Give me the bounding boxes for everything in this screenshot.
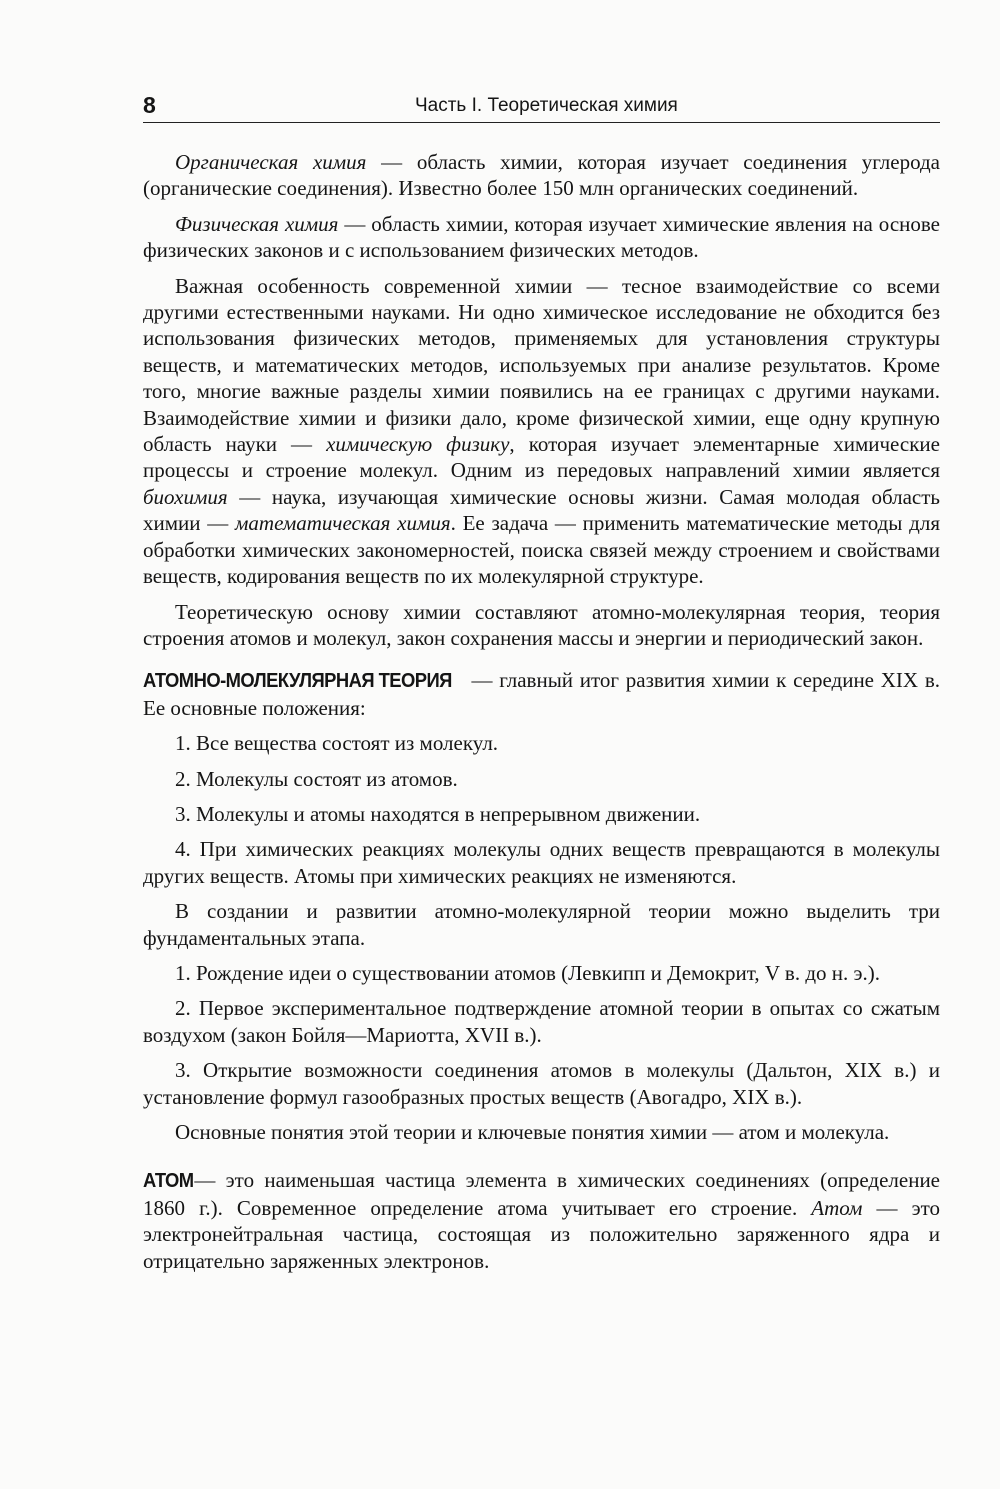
list-item-position-2: 2. Молекулы состоят из атомов. bbox=[175, 766, 458, 791]
paragraph-atom-definition bbox=[143, 1167, 940, 1274]
list-item-stage-3: 3. Открытие возможности соединения атомов в молекулы (Дальтон, XIX в.) и установление формул газообразных простых веществ (Авогадро, XIX в.). bbox=[143, 1058, 940, 1109]
page-header bbox=[143, 94, 940, 123]
list-item-position-1: 1. Все вещества состоят из молекул. bbox=[175, 731, 499, 756]
text-atom-definition-1: — это наименьшая частица элемента в химических соединениях (определение 1860 г.). Современное определение атома учитывает его строение. bbox=[143, 1168, 940, 1220]
list-item-stage-1: 1. Рождение идеи о существовании атомов (Левкипп и Демокрит, V в. до н. э.). bbox=[175, 960, 881, 985]
term-mathematical-chemistry: математическая химия bbox=[235, 511, 451, 536]
text-organic-definition: — область химии, которая изучает соединения углерода (органические соединения). Известно более 150 млн органических соединений. bbox=[143, 150, 940, 201]
running-title: Часть I. Теоретическая химия bbox=[415, 95, 678, 116]
text-feature-2: , которая изучает элементарные химические процессы и строение молекул. Одним из передовых направлений химии является bbox=[143, 432, 940, 483]
list-item-position-4: 4. При химических реакциях молекулы одних веществ превращаются в молекулы других веществ. Атомы при химических реакциях не изменяются. bbox=[143, 837, 940, 888]
term-biochemistry: биохимия bbox=[143, 484, 228, 509]
text-amt-definition: — главный итог развития химии к середине XIX в. Ее основные положения: bbox=[143, 668, 940, 720]
text-atom-definition-2: — это электронейтральная частица, состоящая из положительно заряженного ядра и отрицательно заряженных электронов. bbox=[143, 1195, 940, 1273]
text-feature-4: . Ее задача — применить математические методы для обработки химических закономерностей, поиска связей между строением и свойствами веществ, кодирования веществ по их молекулярной структуре. bbox=[143, 511, 940, 589]
text-physical-definition: — область химии, которая изучает химические явления на основе физических законов и с использованием физических методов. bbox=[143, 211, 940, 263]
list-item-stage-2: 2. Первое экспериментальное подтверждение атомной теории в опытах со сжатым воздухом (закон Бойля—Мариотта, XVII в.). bbox=[143, 996, 940, 1047]
text-feature-3: — наука, изучающая химические основы жизни. Самая молодая область химии — bbox=[143, 484, 940, 536]
paragraph-theory-basis: Теоретическую основу химии составляют атомно-молекулярная теория, теория строения атомов и молекул, закон сохранения массы и энергии и периодический закон. bbox=[143, 599, 940, 650]
paragraph-amt-closing: Основные понятия этой теории и ключевые понятия химии — атом и молекула. bbox=[175, 1120, 890, 1144]
paragraph-stages-intro: В создании и развитии атомно-молекулярной теории можно выделить три фундаментальных этапа. bbox=[143, 899, 940, 950]
term-organic-chemistry: Органическая химия bbox=[175, 150, 367, 174]
term-atom: Атом bbox=[811, 1195, 863, 1220]
heading-atomic-molecular-theory: АТОМНО-МОЛЕКУЛЯРНАЯ ТЕОРИЯ bbox=[143, 670, 452, 693]
paragraph-modern-chemistry bbox=[143, 273, 940, 590]
term-physical-chemistry: Физическая химия bbox=[175, 211, 339, 236]
body-text bbox=[143, 149, 940, 1274]
text-feature-1: Важная особенность современной химии — тесное взаимодействие со всеми другими естественными науками. Ни одно химическое исследование не обходится без использования физических методов, применяемых для установления структуры веществ, и математических методов, используемых при анализе результатов. Кроме того, многие важные разделы химии появились на ее границах с другими науками. Взаимодействие химии и физики дало, кроме физической химии, еще одну крупную область науки — bbox=[143, 273, 940, 457]
paragraph-organic-chemistry bbox=[143, 149, 940, 202]
term-chemical-physics: химическую физику bbox=[326, 432, 510, 457]
paragraph-physical-chemistry bbox=[143, 211, 940, 264]
page-number: 8 bbox=[143, 92, 156, 118]
list-item-position-3: 3. Молекулы и атомы находятся в непрерывном движении. bbox=[175, 801, 701, 826]
paragraph-amt-definition bbox=[143, 667, 940, 721]
heading-atom: АТОМ bbox=[143, 1170, 194, 1193]
